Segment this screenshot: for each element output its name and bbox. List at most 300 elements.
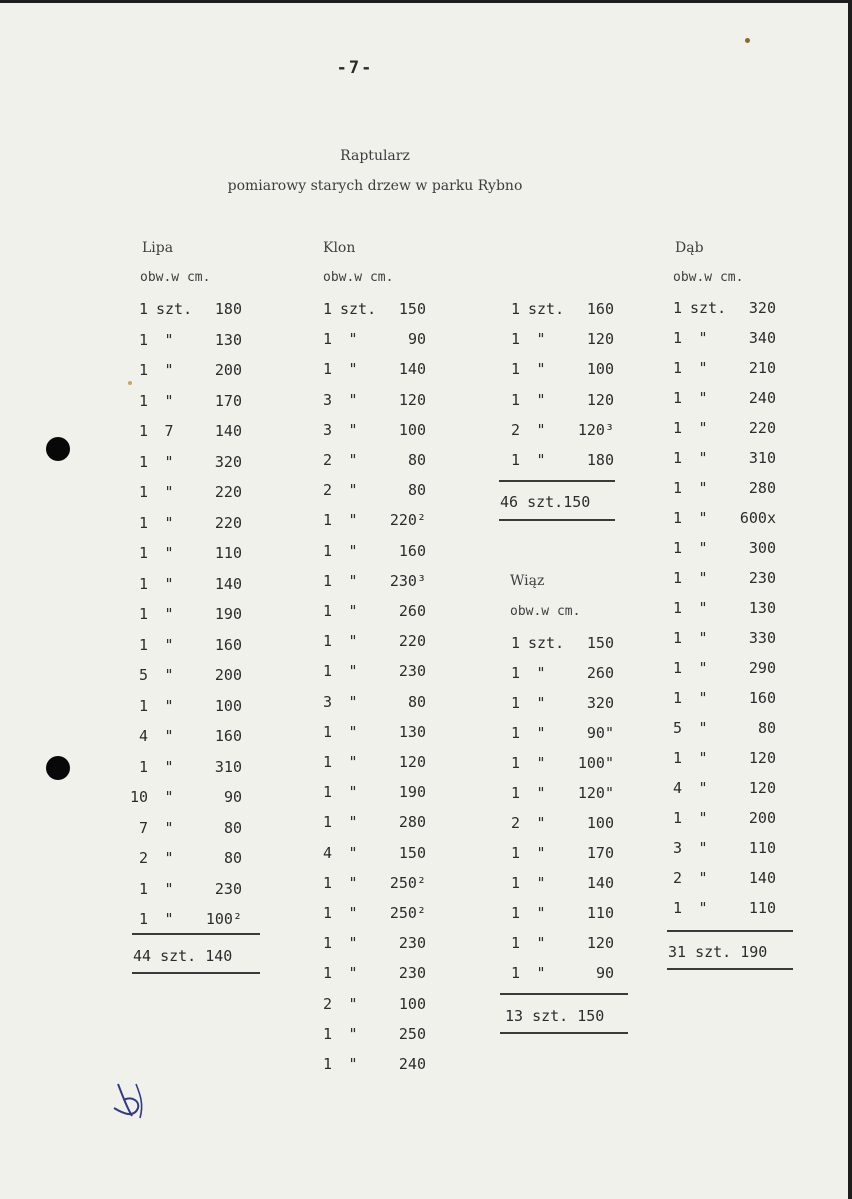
lipa-circumference-value: 90 bbox=[223, 788, 242, 806]
klon-unit-mark: szt. bbox=[340, 300, 377, 318]
klon-circumference-value: 100 bbox=[398, 994, 426, 1013]
klon-total: 46 szt.150 bbox=[500, 493, 591, 511]
klon-circumference-value: 130 bbox=[398, 722, 426, 741]
lipa-unit-mark: " bbox=[164, 696, 174, 715]
wiaz-unit-mark: " bbox=[536, 844, 546, 862]
klon-quantity: 1 bbox=[322, 722, 332, 741]
lipa-circumference-value: 160 bbox=[214, 727, 242, 745]
dab-circumference-value: 140 bbox=[748, 869, 776, 887]
klon-quantity: 2 bbox=[322, 481, 332, 500]
dab-row bbox=[658, 479, 782, 501]
lipa-quantity: 1 bbox=[138, 452, 148, 471]
lipa-unit-mark: " bbox=[164, 849, 174, 867]
dab-total: 31 szt. 190 bbox=[668, 943, 768, 961]
dab-quantity: 1 bbox=[672, 359, 682, 377]
dab-row bbox=[658, 599, 782, 621]
lipa-quantity: 1 bbox=[138, 513, 148, 532]
wiaz-circumference-value: 170 bbox=[586, 844, 614, 862]
klon-unit-mark: " bbox=[348, 632, 358, 651]
klon-quantity: 1 bbox=[322, 662, 332, 681]
wiaz-row bbox=[496, 664, 620, 686]
lipa-row bbox=[124, 392, 248, 414]
lipa-circumference-value: 160 bbox=[214, 635, 242, 654]
klon-unit-mark: " bbox=[348, 753, 358, 771]
dab-row bbox=[658, 719, 782, 741]
lipa-quantity: 1 bbox=[138, 483, 148, 501]
dab-total-rule-bottom bbox=[667, 968, 793, 970]
klon-cont-unit-mark: " bbox=[536, 360, 546, 379]
lipa-circumference-value: 110 bbox=[214, 544, 242, 562]
dab-row bbox=[658, 749, 782, 771]
dab-row bbox=[658, 869, 782, 891]
dab-quantity: 2 bbox=[672, 869, 682, 887]
klon-row bbox=[308, 330, 432, 352]
dab-circumference-value: 280 bbox=[748, 479, 776, 497]
wiaz-circumference-value: 260 bbox=[586, 664, 614, 682]
dab-unit-mark: " bbox=[698, 809, 708, 827]
klon-cont-quantity: 1 bbox=[510, 360, 520, 379]
klon-quantity: 2 bbox=[322, 994, 332, 1013]
wiaz-circumference-value: 90 bbox=[595, 964, 614, 982]
dab-row bbox=[658, 839, 782, 861]
klon-quantity: 3 bbox=[322, 692, 332, 711]
wiaz-circumference-value: 120" bbox=[577, 784, 614, 802]
klon-unit-mark: " bbox=[348, 330, 358, 349]
lipa-row bbox=[124, 880, 248, 902]
klon-circumference-value: 250² bbox=[389, 904, 426, 922]
lipa-circumference-value: 200 bbox=[214, 666, 242, 684]
klon-circumference-value: 220 bbox=[398, 632, 426, 651]
klon-quantity: 1 bbox=[322, 632, 332, 651]
klon-cont-quantity: 1 bbox=[510, 390, 520, 409]
lipa-unit-mark: " bbox=[164, 635, 174, 654]
klon-row bbox=[308, 753, 432, 775]
dab-unit-mark: " bbox=[698, 359, 708, 377]
wiaz-circumference-value: 100 bbox=[586, 814, 614, 832]
klon-circumference-value: 240 bbox=[398, 1055, 426, 1073]
lipa-row bbox=[124, 575, 248, 597]
klon-cont-circumference-value: 120³ bbox=[577, 420, 614, 439]
lipa-row bbox=[124, 300, 248, 322]
klon-unit-mark: " bbox=[348, 873, 358, 892]
lipa-unit-mark: " bbox=[164, 574, 174, 593]
lipa-row bbox=[124, 697, 248, 719]
wiaz-row bbox=[496, 694, 620, 716]
document-title: Raptularz bbox=[340, 148, 410, 164]
klon-circumference-value: 120 bbox=[398, 753, 426, 771]
lipa-row bbox=[124, 758, 248, 780]
dab-unit-mark: " bbox=[698, 419, 708, 437]
wiaz-unit-mark: " bbox=[536, 964, 546, 982]
lipa-unit-mark: " bbox=[164, 544, 174, 562]
lipa-row bbox=[124, 514, 248, 536]
wiaz-circumference-value: 320 bbox=[586, 694, 614, 712]
klon-unit-mark: " bbox=[348, 994, 358, 1013]
klon-cont-circumference-value: 100 bbox=[586, 360, 614, 379]
lipa-circumference-value: 220 bbox=[214, 483, 242, 501]
klon-cont-circumference-value: 120 bbox=[586, 330, 614, 349]
dab-quantity: 3 bbox=[672, 839, 682, 857]
klon-cont-row bbox=[496, 300, 620, 322]
lipa-row bbox=[124, 361, 248, 383]
klon-unit-mark: " bbox=[348, 511, 358, 530]
klon-unit-mark: " bbox=[348, 964, 358, 983]
wiaz-row bbox=[496, 874, 620, 896]
klon-row bbox=[308, 481, 432, 503]
klon-circumference-value: 150 bbox=[398, 843, 426, 862]
klon-row bbox=[308, 391, 432, 413]
dab-quantity: 1 bbox=[672, 389, 682, 407]
dab-row bbox=[658, 419, 782, 441]
dab-circumference-value: 160 bbox=[748, 689, 776, 707]
lipa-row bbox=[124, 422, 248, 444]
klon-row bbox=[308, 874, 432, 896]
dab-circumference-value: 120 bbox=[748, 779, 776, 797]
dab-unit-mark: " bbox=[698, 539, 708, 557]
wiaz-unit-mark: " bbox=[536, 934, 546, 952]
klon-unit-mark: " bbox=[348, 904, 358, 922]
klon-row bbox=[308, 542, 432, 564]
dab-quantity: 1 bbox=[672, 419, 682, 437]
klon-quantity: 3 bbox=[322, 390, 332, 409]
klon-circumference-value: 230 bbox=[398, 964, 426, 983]
klon-subheading: obw.w cm. bbox=[323, 270, 394, 285]
wiaz-unit-mark: " bbox=[536, 784, 546, 802]
dab-circumference-value: 330 bbox=[748, 629, 776, 647]
klon-unit-mark: " bbox=[348, 934, 358, 953]
lipa-row bbox=[124, 453, 248, 475]
wiaz-heading: Wiąz bbox=[510, 573, 545, 589]
dab-unit-mark: " bbox=[698, 779, 708, 797]
klon-circumference-value: 80 bbox=[407, 451, 426, 469]
dab-unit-mark: " bbox=[698, 659, 708, 677]
wiaz-row bbox=[496, 814, 620, 836]
page-number: -7- bbox=[336, 58, 374, 78]
klon-quantity: 1 bbox=[322, 330, 332, 349]
klon-quantity: 1 bbox=[322, 783, 332, 802]
lipa-unit-mark: " bbox=[164, 757, 174, 776]
klon-circumference-value: 230 bbox=[398, 934, 426, 953]
lipa-quantity: 1 bbox=[138, 910, 148, 928]
lipa-row bbox=[124, 636, 248, 658]
dab-unit-mark: " bbox=[698, 689, 708, 707]
dab-quantity: 1 bbox=[672, 809, 682, 827]
klon-row bbox=[308, 632, 432, 654]
lipa-quantity: 1 bbox=[138, 605, 148, 623]
klon-row bbox=[308, 934, 432, 956]
lipa-unit-mark: " bbox=[164, 452, 174, 471]
lipa-circumference-value: 80 bbox=[223, 849, 242, 867]
dab-circumference-value: 130 bbox=[748, 599, 776, 617]
klon-quantity: 1 bbox=[322, 934, 332, 953]
klon-circumference-value: 190 bbox=[398, 783, 426, 802]
lipa-row bbox=[124, 331, 248, 353]
dab-row bbox=[658, 689, 782, 711]
wiaz-quantity: 1 bbox=[510, 664, 520, 682]
lipa-circumference-value: 140 bbox=[214, 422, 242, 440]
wiaz-row bbox=[496, 754, 620, 776]
wiaz-circumference-value: 140 bbox=[586, 874, 614, 892]
klon-quantity: 1 bbox=[322, 753, 332, 771]
klon-cont-quantity: 1 bbox=[510, 330, 520, 349]
dab-circumference-value: 310 bbox=[748, 449, 776, 467]
wiaz-quantity: 1 bbox=[510, 844, 520, 862]
dab-row bbox=[658, 509, 782, 531]
lipa-quantity: 1 bbox=[138, 300, 148, 318]
dab-circumference-value: 230 bbox=[748, 569, 776, 587]
dab-circumference-value: 120 bbox=[748, 749, 776, 767]
dab-quantity: 1 bbox=[672, 749, 682, 767]
klon-quantity: 1 bbox=[322, 511, 332, 530]
dab-quantity: 1 bbox=[672, 599, 682, 617]
lipa-quantity: 1 bbox=[138, 361, 148, 379]
punch-hole-upper bbox=[46, 437, 70, 461]
klon-row bbox=[308, 844, 432, 866]
dab-row bbox=[658, 809, 782, 831]
wiaz-unit-mark: " bbox=[536, 814, 546, 832]
klon-row bbox=[308, 300, 432, 322]
klon-row bbox=[308, 995, 432, 1017]
klon-cont-row bbox=[496, 421, 620, 443]
dab-quantity: 1 bbox=[672, 899, 682, 917]
lipa-quantity: 4 bbox=[138, 727, 148, 745]
lipa-circumference-value: 80 bbox=[223, 818, 242, 837]
klon-unit-mark: " bbox=[348, 1055, 358, 1073]
dab-circumference-value: 300 bbox=[748, 539, 776, 557]
lipa-unit-mark: " bbox=[164, 483, 174, 501]
lipa-quantity: 1 bbox=[138, 696, 148, 715]
klon-circumference-value: 80 bbox=[407, 481, 426, 500]
lipa-unit-mark: 7 bbox=[164, 422, 174, 440]
klon-circumference-value: 150 bbox=[398, 300, 426, 318]
klon-cont-circumference-value: 180 bbox=[586, 451, 614, 469]
lipa-circumference-value: 100² bbox=[205, 910, 242, 928]
wiaz-quantity: 1 bbox=[510, 934, 520, 952]
lipa-unit-mark: " bbox=[164, 391, 174, 410]
lipa-row bbox=[124, 910, 248, 932]
dab-quantity: 4 bbox=[672, 779, 682, 797]
wiaz-circumference-value: 150 bbox=[586, 634, 614, 652]
wiaz-unit-mark: " bbox=[536, 724, 546, 742]
klon-circumference-value: 120 bbox=[398, 390, 426, 409]
lipa-circumference-value: 200 bbox=[214, 361, 242, 379]
lipa-circumference-value: 320 bbox=[214, 452, 242, 471]
dab-row bbox=[658, 389, 782, 411]
lipa-unit-mark: " bbox=[164, 879, 174, 898]
klon-unit-mark: " bbox=[348, 783, 358, 802]
wiaz-row bbox=[496, 904, 620, 926]
dab-circumference-value: 200 bbox=[748, 809, 776, 827]
dab-unit-mark: " bbox=[698, 329, 708, 347]
dab-circumference-value: 600x bbox=[739, 509, 776, 527]
klon-quantity: 1 bbox=[322, 602, 332, 620]
wiaz-row bbox=[496, 784, 620, 806]
klon-unit-mark: " bbox=[348, 602, 358, 620]
lipa-total: 44 szt. 140 bbox=[133, 947, 233, 965]
dab-quantity: 5 bbox=[672, 719, 682, 737]
wiaz-quantity: 1 bbox=[510, 634, 520, 652]
wiaz-row bbox=[496, 634, 620, 656]
klon-row bbox=[308, 693, 432, 715]
dab-quantity: 1 bbox=[672, 479, 682, 497]
wiaz-row bbox=[496, 964, 620, 986]
lipa-row bbox=[124, 819, 248, 841]
lipa-circumference-value: 180 bbox=[214, 300, 242, 318]
wiaz-unit-mark: " bbox=[536, 664, 546, 682]
dab-quantity: 1 bbox=[672, 629, 682, 647]
dab-quantity: 1 bbox=[672, 569, 682, 587]
dab-unit-mark: " bbox=[698, 899, 708, 917]
lipa-total-rule-bottom bbox=[132, 972, 260, 974]
klon-row bbox=[308, 813, 432, 835]
lipa-row bbox=[124, 849, 248, 871]
klon-cont-row bbox=[496, 330, 620, 352]
lipa-quantity: 1 bbox=[138, 391, 148, 410]
scan-edge-top bbox=[0, 0, 852, 3]
klon-quantity: 1 bbox=[322, 571, 332, 590]
lipa-unit-mark: " bbox=[164, 666, 174, 684]
lipa-total-rule-top bbox=[132, 933, 260, 935]
klon-unit-mark: " bbox=[348, 571, 358, 590]
lipa-heading: Lipa bbox=[142, 240, 174, 256]
lipa-quantity: 1 bbox=[138, 879, 148, 898]
klon-cont-total-rule-bottom bbox=[499, 519, 615, 521]
dab-quantity: 1 bbox=[672, 539, 682, 557]
dab-quantity: 1 bbox=[672, 299, 682, 317]
klon-circumference-value: 230³ bbox=[389, 571, 426, 590]
dab-circumference-value: 220 bbox=[748, 419, 776, 437]
klon-row bbox=[308, 360, 432, 382]
klon-unit-mark: " bbox=[348, 722, 358, 741]
klon-quantity: 3 bbox=[322, 420, 332, 439]
lipa-quantity: 1 bbox=[138, 635, 148, 654]
dab-row bbox=[658, 359, 782, 381]
dab-quantity: 1 bbox=[672, 329, 682, 347]
klon-circumference-value: 260 bbox=[398, 602, 426, 620]
klon-cont-row bbox=[496, 360, 620, 382]
klon-quantity: 1 bbox=[322, 300, 332, 318]
klon-row bbox=[308, 1055, 432, 1077]
dab-quantity: 1 bbox=[672, 449, 682, 467]
wiaz-row bbox=[496, 934, 620, 956]
punch-hole-lower bbox=[46, 756, 70, 780]
handwritten-initials bbox=[110, 1078, 150, 1124]
lipa-row bbox=[124, 666, 248, 688]
dab-unit-mark: szt. bbox=[690, 299, 727, 317]
lipa-quantity: 1 bbox=[138, 544, 148, 562]
wiaz-unit-mark: " bbox=[536, 754, 546, 772]
dab-circumference-value: 340 bbox=[748, 329, 776, 347]
lipa-row bbox=[124, 483, 248, 505]
lipa-unit-mark: " bbox=[164, 605, 174, 623]
lipa-unit-mark: " bbox=[164, 818, 174, 837]
klon-row bbox=[308, 511, 432, 533]
klon-cont-circumference-value: 160 bbox=[586, 300, 614, 318]
klon-quantity: 1 bbox=[322, 1055, 332, 1073]
dab-row bbox=[658, 449, 782, 471]
dab-unit-mark: " bbox=[698, 749, 708, 767]
wiaz-quantity: 1 bbox=[510, 784, 520, 802]
klon-cont-unit-mark: " bbox=[536, 330, 546, 349]
klon-quantity: 1 bbox=[322, 1024, 332, 1043]
lipa-unit-mark: " bbox=[164, 361, 174, 379]
dab-unit-mark: " bbox=[698, 839, 708, 857]
klon-circumference-value: 90 bbox=[407, 330, 426, 349]
klon-quantity: 1 bbox=[322, 964, 332, 983]
klon-unit-mark: " bbox=[348, 541, 358, 560]
lipa-unit-mark: " bbox=[164, 727, 174, 745]
dab-row bbox=[658, 299, 782, 321]
wiaz-quantity: 1 bbox=[510, 874, 520, 892]
lipa-quantity: 10 bbox=[129, 788, 148, 806]
wiaz-row bbox=[496, 724, 620, 746]
lipa-row bbox=[124, 605, 248, 627]
klon-quantity: 4 bbox=[322, 843, 332, 862]
klon-row bbox=[308, 421, 432, 443]
klon-quantity: 1 bbox=[322, 904, 332, 922]
dab-circumference-value: 240 bbox=[748, 389, 776, 407]
dab-total-rule-top bbox=[667, 930, 793, 932]
dab-unit-mark: " bbox=[698, 719, 708, 737]
lipa-quantity: 2 bbox=[138, 849, 148, 867]
klon-row bbox=[308, 662, 432, 684]
wiaz-row bbox=[496, 844, 620, 866]
wiaz-quantity: 1 bbox=[510, 724, 520, 742]
klon-row bbox=[308, 723, 432, 745]
klon-circumference-value: 160 bbox=[398, 541, 426, 560]
wiaz-circumference-value: 90" bbox=[586, 724, 614, 742]
klon-row bbox=[308, 964, 432, 986]
wiaz-total-rule-bottom bbox=[500, 1032, 628, 1034]
dab-heading: Dąb bbox=[675, 240, 704, 256]
wiaz-unit-mark: szt. bbox=[528, 634, 565, 652]
dab-row bbox=[658, 659, 782, 681]
klon-unit-mark: " bbox=[348, 390, 358, 409]
dab-unit-mark: " bbox=[698, 389, 708, 407]
klon-unit-mark: " bbox=[348, 360, 358, 379]
klon-cont-circumference-value: 120 bbox=[586, 390, 614, 409]
klon-circumference-value: 230 bbox=[398, 662, 426, 681]
lipa-quantity: 5 bbox=[138, 666, 148, 684]
wiaz-quantity: 1 bbox=[510, 904, 520, 922]
klon-cont-unit-mark: szt. bbox=[528, 300, 565, 318]
klon-cont-quantity: 2 bbox=[510, 420, 520, 439]
klon-circumference-value: 250² bbox=[389, 873, 426, 892]
wiaz-quantity: 1 bbox=[510, 964, 520, 982]
klon-unit-mark: " bbox=[348, 1024, 358, 1043]
lipa-quantity: 1 bbox=[138, 330, 148, 349]
dab-unit-mark: " bbox=[698, 449, 708, 467]
dab-unit-mark: " bbox=[698, 479, 708, 497]
dab-row bbox=[658, 629, 782, 651]
wiaz-quantity: 2 bbox=[510, 814, 520, 832]
klon-unit-mark: " bbox=[348, 481, 358, 500]
lipa-circumference-value: 100 bbox=[214, 696, 242, 715]
lipa-circumference-value: 130 bbox=[214, 330, 242, 349]
klon-unit-mark: " bbox=[348, 662, 358, 681]
klon-cont-quantity: 1 bbox=[510, 451, 520, 469]
dab-circumference-value: 290 bbox=[748, 659, 776, 677]
lipa-unit-mark: " bbox=[164, 513, 174, 532]
dab-circumference-value: 110 bbox=[748, 839, 776, 857]
dab-unit-mark: " bbox=[698, 599, 708, 617]
wiaz-subheading: obw.w cm. bbox=[510, 604, 581, 619]
dab-row bbox=[658, 779, 782, 801]
klon-quantity: 1 bbox=[322, 360, 332, 379]
klon-unit-mark: " bbox=[348, 843, 358, 862]
lipa-unit-mark: szt. bbox=[156, 300, 193, 318]
dab-subheading: obw.w cm. bbox=[673, 270, 744, 285]
